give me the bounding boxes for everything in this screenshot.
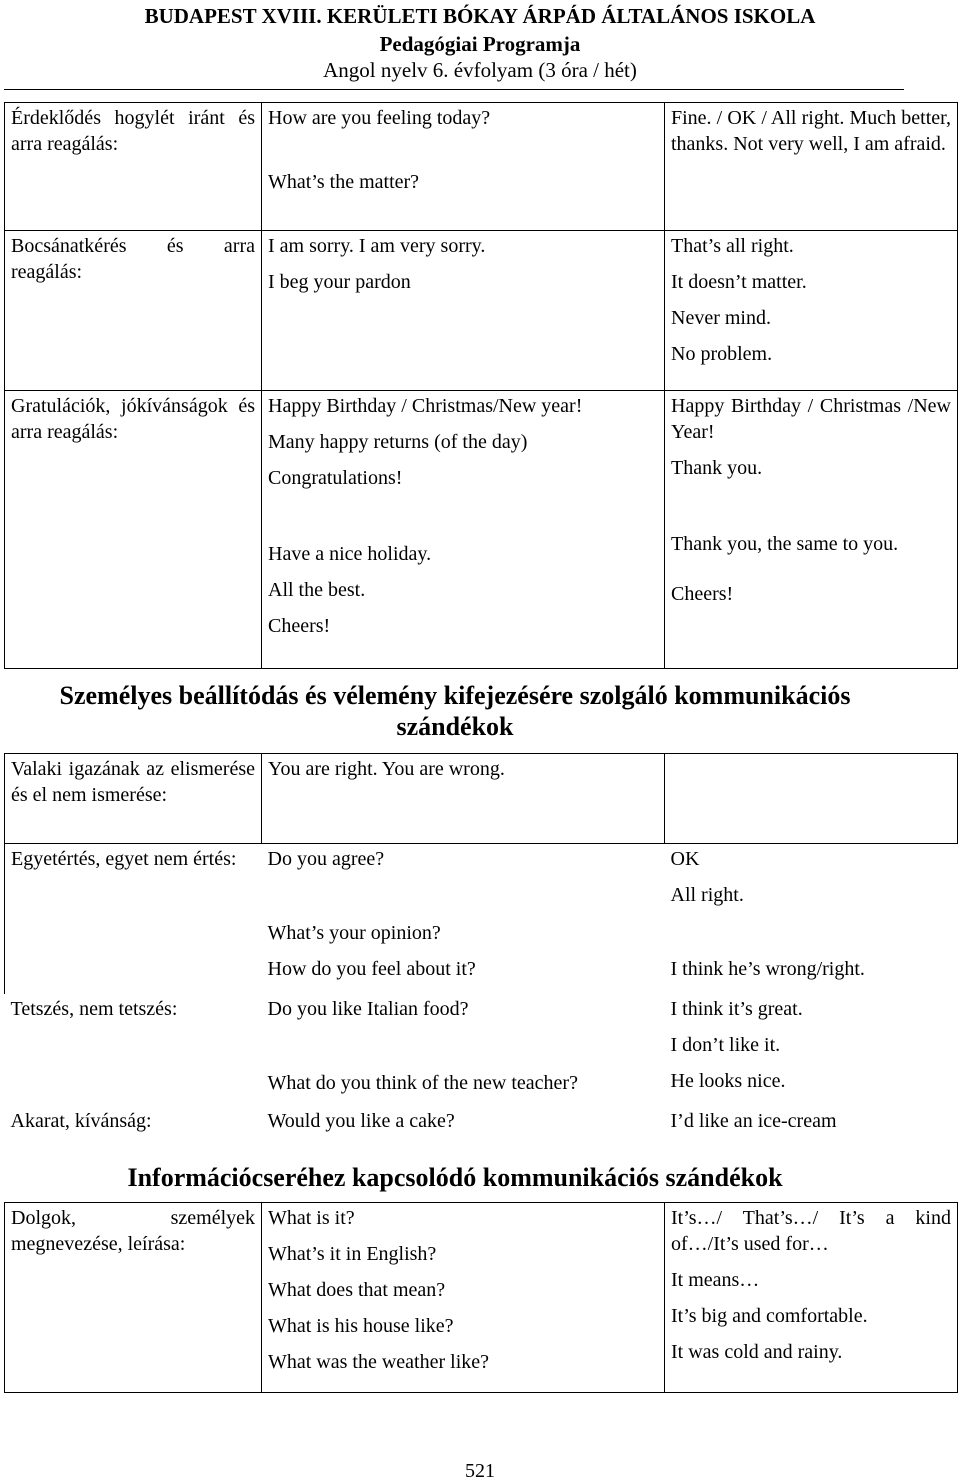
phrase: What is it? <box>268 1207 355 1229</box>
table-attitudes <box>4 753 958 1146</box>
phrase: I beg your pardon <box>268 271 411 293</box>
table-row <box>5 391 958 669</box>
phrase: Would you like a cake? <box>267 1109 455 1132</box>
row-label: Dolgok, személyek megnevezése, leírása: <box>5 1203 262 1393</box>
phrase: What’s your opinion? <box>267 922 441 944</box>
row-label: Bocsánatkérés és arra reagálás: <box>5 231 262 391</box>
response: It’s…/ That’s…/ It’s a kind of…/It’s used for… <box>671 1207 951 1255</box>
response: OK <box>670 848 700 870</box>
subject-line: Angol nyelv 6. évfolyam (3 óra / hét) <box>323 58 637 82</box>
phrase: How do you feel about it? <box>267 958 476 980</box>
phrase: Do you like Italian food? <box>267 997 469 1020</box>
response: Happy Birthday / Christmas /New Year! <box>671 395 951 443</box>
response: He looks nice. <box>670 1069 786 1092</box>
response: All right. <box>670 884 744 906</box>
table-row <box>5 231 958 391</box>
phrase: Many happy returns (of the day) <box>268 431 528 453</box>
phrase-cell <box>262 391 665 669</box>
response: I think it’s great. <box>670 997 803 1020</box>
row-label: Érdeklődés hogylét iránt és arra reagálás: <box>5 103 262 231</box>
school-name: BUDAPEST XVIII. KERÜLETI BÓKAY ÁRPÁD ÁLTALÁNOS ISKOLA <box>144 4 816 28</box>
table-row <box>5 1106 958 1146</box>
response-cell <box>665 1203 958 1393</box>
response: Never mind. <box>671 307 771 329</box>
response: Thank you, the same to you. <box>671 533 899 555</box>
table-row <box>5 994 958 1106</box>
response: It was cold and rainy. <box>671 1341 843 1363</box>
response: It’s big and comfortable. <box>671 1305 868 1327</box>
response: Fine. / OK / All right. Much better, thanks. Not very well, I am afraid. <box>671 107 951 155</box>
phrase: Have a nice holiday. <box>268 543 432 565</box>
table-greetings <box>4 102 958 669</box>
phrase: What do you think of the new teacher? <box>267 1071 578 1094</box>
response: No problem. <box>671 343 773 365</box>
phrase: What’s the matter? <box>268 171 420 193</box>
phrase-cell <box>262 103 665 231</box>
phrase: You are right. You are wrong. <box>268 758 505 780</box>
row-label: Egyetértés, egyet nem értés: <box>5 844 262 994</box>
phrase-cell <box>262 1106 665 1146</box>
phrase: What is his house like? <box>268 1315 454 1337</box>
response: Thank you. <box>671 457 763 479</box>
row-label: Gratulációk, jókívánságok és arra reagálás: <box>5 391 262 669</box>
response-cell <box>665 1106 958 1146</box>
response-cell <box>665 103 958 231</box>
phrase: What was the weather like? <box>268 1351 490 1373</box>
phrase: What does that mean? <box>268 1279 446 1301</box>
response: I think he’s wrong/right. <box>670 958 865 980</box>
row-label: Valaki igazának az elismerése és el nem ismerése: <box>5 754 262 844</box>
phrase: Do you agree? <box>267 848 385 870</box>
phrase-cell <box>262 1203 665 1393</box>
response-cell <box>665 231 958 391</box>
response-cell <box>665 391 958 669</box>
phrase: Happy Birthday / Christmas/New year! <box>268 395 583 417</box>
phrase: I am sorry. I am very sorry. <box>268 235 486 257</box>
header-rule <box>4 89 904 90</box>
section-title-information: Információcseréhez kapcsolódó kommunikációs szándékok <box>127 1163 783 1192</box>
phrase: Cheers! <box>268 615 331 637</box>
program-title: Pedagógiai Programja <box>379 32 581 56</box>
section-title-attitudes: Személyes beállítódás és vélemény kifejezésére szolgáló kommunikációs szándékok <box>59 681 851 741</box>
response: I’d like an ice-cream <box>670 1109 837 1132</box>
response-cell <box>665 754 958 844</box>
table-information <box>4 1202 958 1393</box>
response-cell <box>665 844 958 994</box>
response: It doesn’t matter. <box>671 271 807 293</box>
page-number: 521 <box>465 1460 495 1482</box>
response: I don’t like it. <box>670 1033 781 1056</box>
table-row <box>5 1203 958 1393</box>
phrase-cell <box>262 231 665 391</box>
phrase: How are you feeling today? <box>268 107 491 129</box>
phrase: What’s it in English? <box>268 1243 437 1265</box>
response: That’s all right. <box>671 235 794 257</box>
table-row <box>5 754 958 844</box>
response: It means… <box>671 1269 760 1291</box>
response-cell <box>665 994 958 1106</box>
phrase-cell <box>262 754 665 844</box>
row-label: Tetszés, nem tetszés: <box>10 997 178 1020</box>
phrase: All the best. <box>268 579 366 601</box>
table-row <box>5 844 958 994</box>
response: Cheers! <box>671 583 734 605</box>
phrase: Congratulations! <box>268 467 403 489</box>
row-label: Akarat, kívánság: <box>10 1109 152 1132</box>
phrase-cell <box>262 994 665 1106</box>
table-row <box>5 103 958 231</box>
phrase-cell <box>262 844 665 994</box>
